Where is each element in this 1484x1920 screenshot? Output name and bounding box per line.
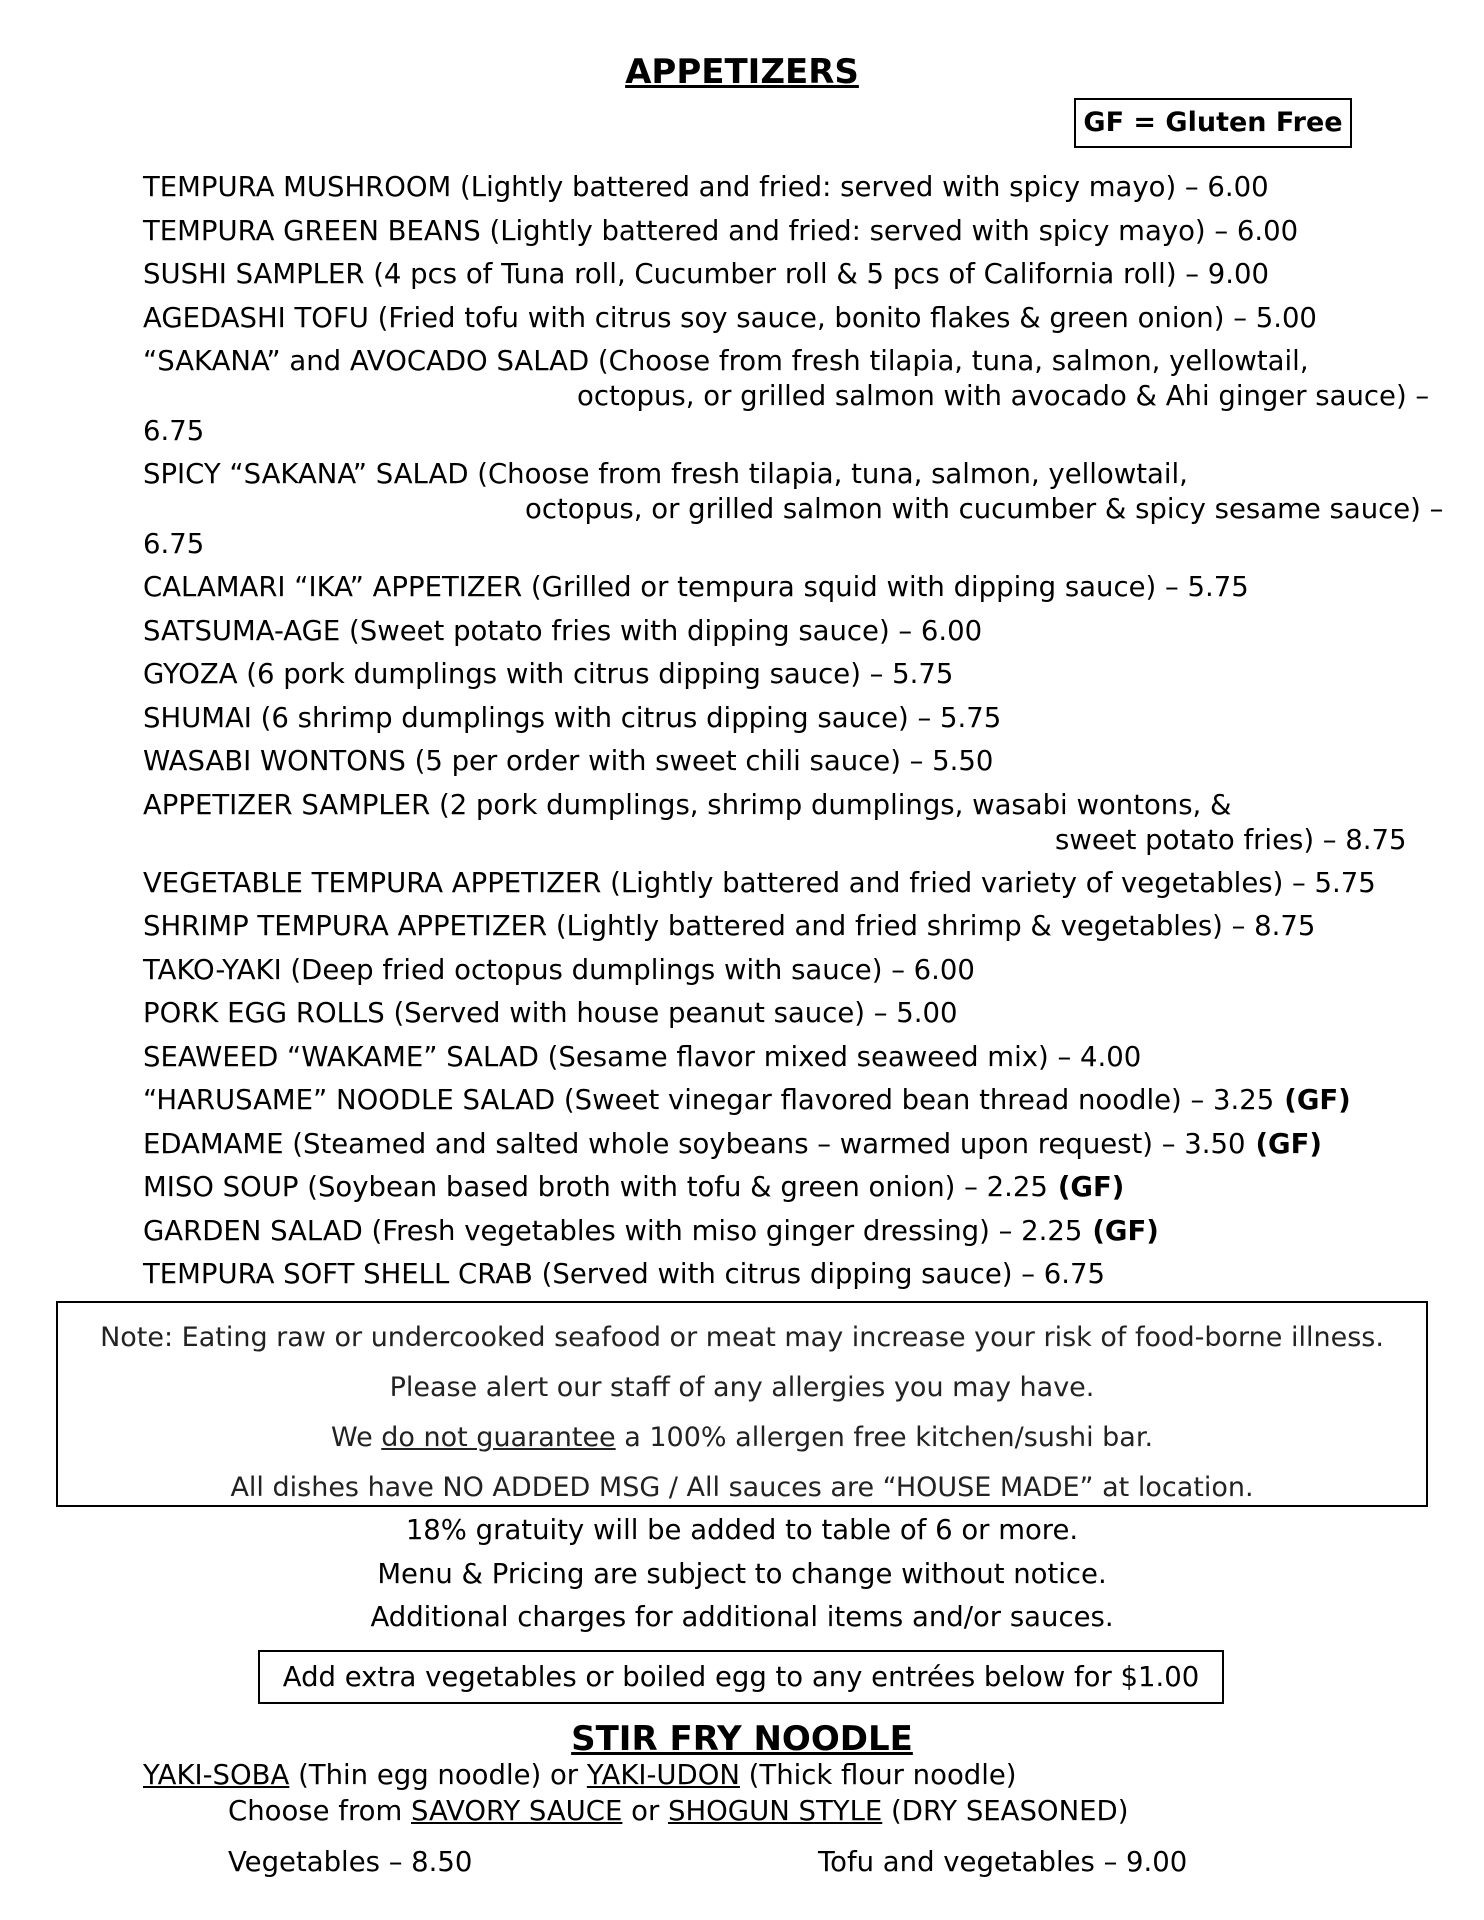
menu-item-spicy-sakana-salad bbox=[143, 453, 1444, 566]
menu-item-pork-egg-rolls bbox=[143, 992, 1423, 1036]
gluten-free-tag: (GF) bbox=[1284, 1084, 1351, 1116]
menu-item-satsuma-age bbox=[143, 610, 1423, 654]
item-line-1: SPICY “SAKANA” SALAD (Choose from fresh tilapia, tuna, salmon, yellowtail, bbox=[143, 458, 1188, 490]
menu-item-sushi-sampler bbox=[143, 253, 1423, 297]
yaki-soba-label: YAKI-SOBA bbox=[143, 1759, 290, 1791]
extra-vegetables-box: Add extra vegetables or boiled egg to any entrées below for $1.00 bbox=[258, 1650, 1224, 1704]
item-text: SEAWEED “WAKAME” SALAD (Sesame flavor mixed seaweed mix) – 4.00 bbox=[143, 1040, 1142, 1073]
pricing-note: Menu & Pricing are subject to change without notice. bbox=[377, 1557, 1107, 1590]
item-text: SUSHI SAMPLER (4 pcs of Tuna roll, Cucumber roll & 5 pcs of California roll) – 9.00 bbox=[143, 258, 1270, 290]
menu-item-tempura-green-beans bbox=[143, 210, 1423, 254]
item-text: “HARUSAME” NOODLE SALAD (Sweet vinegar flavored bean thread noodle) – 3.25 bbox=[143, 1084, 1275, 1116]
item-line-2: octopus, or grilled salmon with cucumber & spicy sesame sauce) – bbox=[525, 493, 1444, 525]
item-line-3: 6.75 bbox=[143, 528, 205, 560]
stir-fry-title: STIR FRY NOODLE bbox=[571, 1719, 913, 1759]
yaki-soba-desc: (Thin egg noodle) or bbox=[289, 1759, 587, 1791]
menu-item-wasabi-wontons bbox=[143, 740, 1423, 784]
menu-item-appetizer-sampler bbox=[143, 784, 1423, 862]
menu-item-gyoza bbox=[143, 653, 1423, 697]
item-text: VEGETABLE TEMPURA APPETIZER (Lightly battered and fried variety of vegetables) – 5.75 bbox=[143, 866, 1376, 899]
note-underlined-text: do not guarantee bbox=[381, 1422, 616, 1453]
item-text: GYOZA (6 pork dumplings with citrus dipping sauce) – 5.75 bbox=[143, 658, 954, 690]
choose-text: Choose from bbox=[228, 1795, 412, 1827]
gluten-free-tag: (GF) bbox=[1057, 1171, 1125, 1203]
item-text: CALAMARI “IKA” APPETIZER (Grilled or tempura squid with dipping sauce) – 5.75 bbox=[143, 571, 1249, 603]
item-text: WASABI WONTONS (5 per order with sweet chili sauce) – 5.50 bbox=[143, 745, 994, 777]
noodle-options bbox=[143, 1756, 1017, 1794]
or-text: or bbox=[622, 1795, 669, 1827]
menu-item-edamame bbox=[143, 1123, 1423, 1167]
item-line-3: 6.75 bbox=[143, 415, 205, 447]
item-text: TEMPURA MUSHROOM (Lightly battered and fried: served with spicy mayo) – 6.00 bbox=[143, 171, 1269, 203]
item-text: GARDEN SALAD (Fresh vegetables with miso ginger dressing) – 2.25 bbox=[143, 1214, 1083, 1247]
footer-notes bbox=[0, 1509, 1484, 1640]
note-text: a 100% allergen free kitchen/sushi bar. bbox=[615, 1422, 1154, 1453]
menu-item-harusame-salad bbox=[143, 1079, 1423, 1123]
note-line-allergies: Please alert our staff of any allergies you may have. bbox=[389, 1372, 1095, 1403]
menu-item-soft-shell-crab bbox=[143, 1253, 1423, 1297]
note-line-guarantee bbox=[58, 1413, 1426, 1463]
item-line-1: APPETIZER SAMPLER (2 pork dumplings, shrimp dumplings, wasabi wontons, & bbox=[143, 788, 1232, 821]
dry-seasoned-text: (DRY SEASONED) bbox=[882, 1795, 1129, 1827]
menu-item-tempura-mushroom bbox=[143, 166, 1423, 210]
item-line-2: octopus, or grilled salmon with avocado & Ahi ginger sauce) – bbox=[577, 380, 1430, 412]
note-text: We bbox=[330, 1422, 382, 1453]
gluten-free-legend: GF = Gluten Free bbox=[1074, 98, 1352, 148]
item-line-2: sweet potato fries) – 8.75 bbox=[1055, 823, 1407, 856]
item-text: TEMPURA SOFT SHELL CRAB (Served with citrus dipping sauce) – 6.75 bbox=[143, 1258, 1105, 1290]
appetizers-title: APPETIZERS bbox=[625, 52, 859, 92]
menu-item-sakana-avocado-salad bbox=[143, 340, 1430, 453]
note-line-msg: All dishes have NO ADDED MSG / All sauces are “HOUSE MADE” at location. bbox=[230, 1472, 1254, 1503]
shogun-style-label: SHOGUN STYLE bbox=[668, 1795, 883, 1827]
item-text: PORK EGG ROLLS (Served with house peanut sauce) – 5.00 bbox=[143, 997, 958, 1029]
item-text: AGEDASHI TOFU (Fried tofu with citrus soy sauce, bonito flakes & green onion) – 5.00 bbox=[143, 301, 1317, 334]
appetizer-list bbox=[143, 166, 1444, 1297]
charges-note: Additional charges for additional items and/or sauces. bbox=[370, 1601, 1114, 1633]
note-line-raw-food: Note: Eating raw or undercooked seafood or meat may increase your risk of food-borne illness. bbox=[100, 1322, 1384, 1353]
menu-item-vegetable-tempura bbox=[143, 862, 1423, 906]
savory-sauce-label: SAVORY SAUCE bbox=[411, 1795, 623, 1827]
item-text: SATSUMA-AGE (Sweet potato fries with dipping sauce) – 6.00 bbox=[143, 614, 983, 647]
menu-item-miso-soup bbox=[143, 1166, 1423, 1210]
menu-item-shumai bbox=[143, 697, 1423, 741]
yaki-udon-label: YAKI-UDON bbox=[586, 1759, 740, 1791]
price-vegetables: Vegetables – 8.50 bbox=[228, 1846, 473, 1878]
menu-item-agedashi-tofu bbox=[143, 297, 1423, 341]
menu-item-tako-yaki bbox=[143, 949, 1423, 993]
sauce-options bbox=[228, 1792, 1128, 1830]
item-line-1: “SAKANA” and AVOCADO SALAD (Choose from fresh tilapia, tuna, salmon, yellowtail, bbox=[143, 345, 1309, 377]
item-text: TEMPURA GREEN BEANS (Lightly battered and fried: served with spicy mayo) – 6.00 bbox=[143, 214, 1299, 247]
gluten-free-tag: (GF) bbox=[1092, 1214, 1159, 1247]
yaki-udon-desc: (Thick flour noodle) bbox=[739, 1759, 1017, 1791]
allergy-note-box bbox=[56, 1301, 1428, 1507]
menu-item-shrimp-tempura bbox=[143, 905, 1423, 949]
item-text: SHRIMP TEMPURA APPETIZER (Lightly battered and fried shrimp & vegetables) – 8.75 bbox=[143, 910, 1316, 942]
item-text: MISO SOUP (Soybean based broth with tofu & green onion) – 2.25 bbox=[143, 1171, 1048, 1203]
menu-item-wakame-salad bbox=[143, 1036, 1423, 1080]
price-tofu-vegetables: Tofu and vegetables – 9.00 bbox=[818, 1846, 1188, 1878]
menu-item-garden-salad bbox=[143, 1210, 1423, 1254]
gluten-free-tag: (GF) bbox=[1255, 1127, 1322, 1160]
item-text: SHUMAI (6 shrimp dumplings with citrus dipping sauce) – 5.75 bbox=[143, 701, 1002, 734]
menu-item-calamari bbox=[143, 566, 1423, 610]
item-text: EDAMAME (Steamed and salted whole soybeans – warmed upon request) – 3.50 bbox=[143, 1127, 1246, 1160]
gratuity-note: 18% gratuity will be added to table of 6 or more. bbox=[405, 1514, 1079, 1546]
item-text: TAKO-YAKI (Deep fried octopus dumplings with sauce) – 6.00 bbox=[143, 953, 975, 986]
